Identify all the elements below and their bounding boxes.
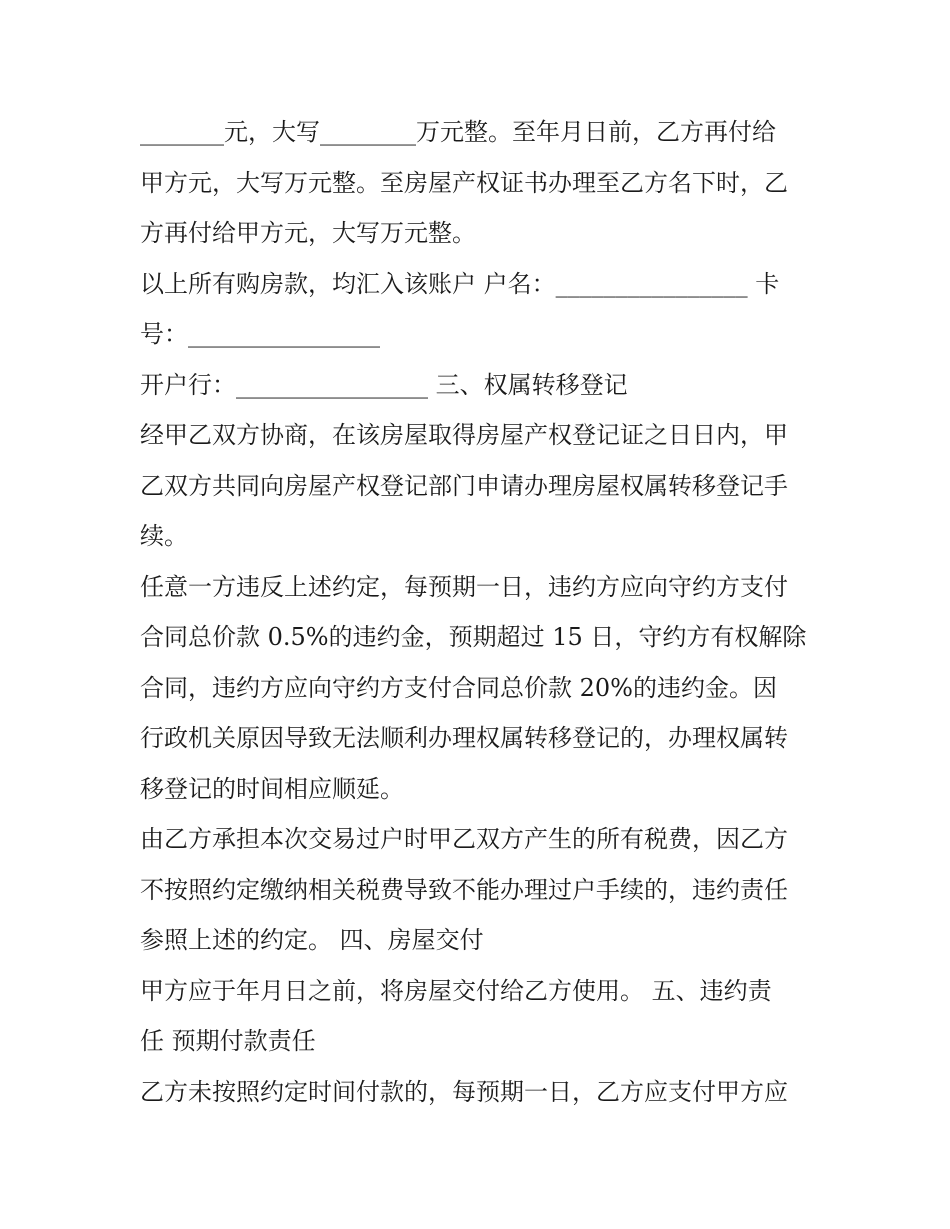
text-line: 以上所有购房款，均汇入该账户 户名：________________ 卡 xyxy=(140,269,780,298)
text-line: _______元，大写________万元整。至年月日前，乙方再付给 xyxy=(140,118,776,146)
text-line: 合同总价款 0.5%的违约金，预期超过 15 日，守约方有权解除 xyxy=(140,623,807,651)
text-line: 方再付给甲方元，大写万元整。 xyxy=(140,219,476,247)
text-line: 经甲乙双方协商，在该房屋取得房屋产权登记证之日日内，甲 xyxy=(140,421,788,449)
text-line: 不按照约定缴纳相关税费导致不能办理过户手续的，违约责任 xyxy=(140,875,788,904)
text-line: 合同，违约方应向守约方支付合同总价款 20%的违约金。因 xyxy=(140,673,777,702)
text-line: 续。 xyxy=(140,522,188,550)
text-line: 任 预期付款责任 xyxy=(140,1027,316,1055)
text-line: 甲方应于年月日之前，将房屋交付给乙方使用。 五、违约责 xyxy=(140,976,772,1005)
text-line: 行政机关原因导致无法顺利办理权属转移登记的，办理权属转 xyxy=(140,724,788,752)
text-line: 乙双方共同向房屋产权登记部门申请办理房屋权属转移登记手 xyxy=(140,471,788,500)
text-line: 乙方未按照约定时间付款的，每预期一日，乙方应支付甲方应 xyxy=(140,1077,788,1106)
text-line: 开户行：________________ 三、权属转移登记 xyxy=(140,370,628,399)
text-line: 参照上述的约定。 四、房屋交付 xyxy=(140,926,484,954)
text-line: 甲方元，大写万元整。至房屋产权证书办理至乙方名下时，乙 xyxy=(140,168,788,197)
document-body xyxy=(140,107,820,1117)
text-line: 任意一方违反上述约定，每预期一日，违约方应向守约方支付 xyxy=(140,572,788,601)
text-line: 移登记的时间相应顺延。 xyxy=(140,774,404,803)
text-line: 号：________________ xyxy=(140,320,380,348)
text-line: 由乙方承担本次交易过户时甲乙双方产生的所有税费，因乙方 xyxy=(140,825,788,853)
